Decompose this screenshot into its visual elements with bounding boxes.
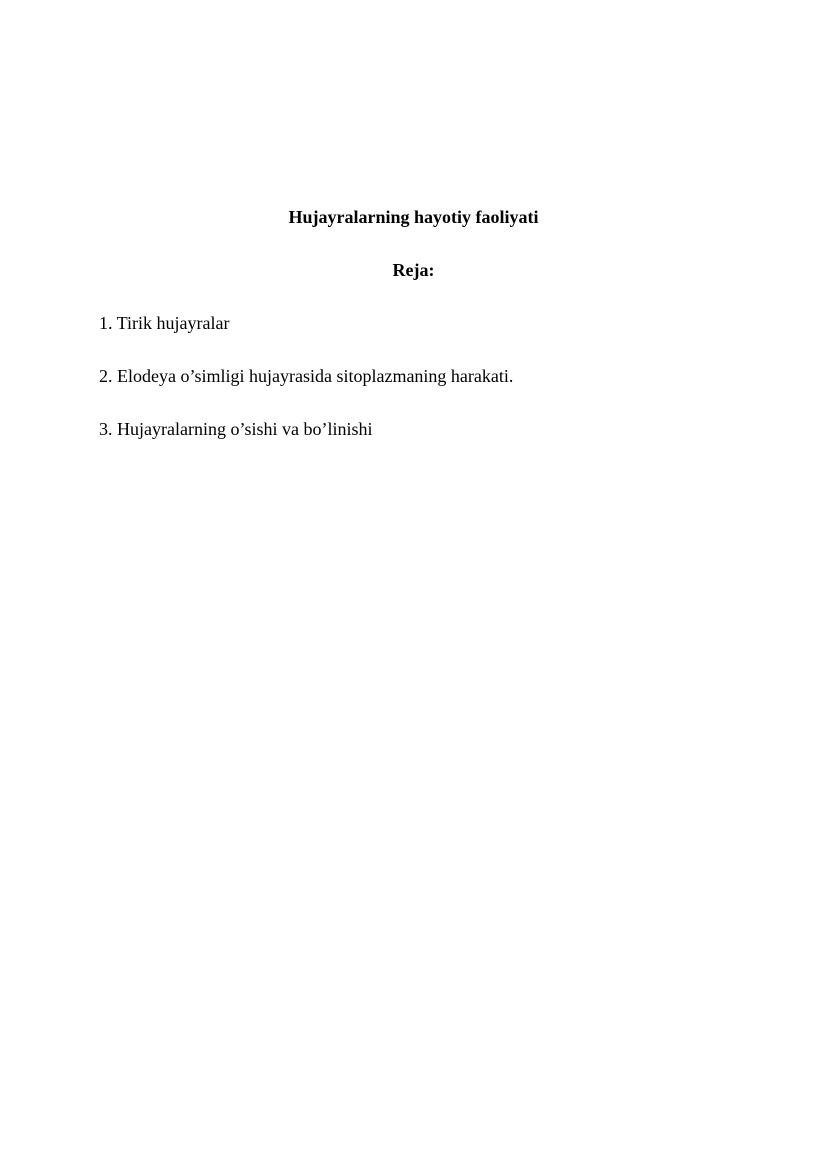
plan-list [99, 311, 513, 470]
plan-heading: Reja: [392, 260, 435, 280]
plan-item-1: 1. Tirik hujayralar [99, 313, 230, 333]
document-title: Hujayralarning hayotiy faoliyati [288, 207, 539, 227]
plan-item-2: 2. Elodeya o’simligi hujayrasida sitoplazmaning harakati. [99, 366, 514, 386]
plan-item-3: 3. Hujayralarning o’sishi va bo’linishi [99, 419, 373, 439]
